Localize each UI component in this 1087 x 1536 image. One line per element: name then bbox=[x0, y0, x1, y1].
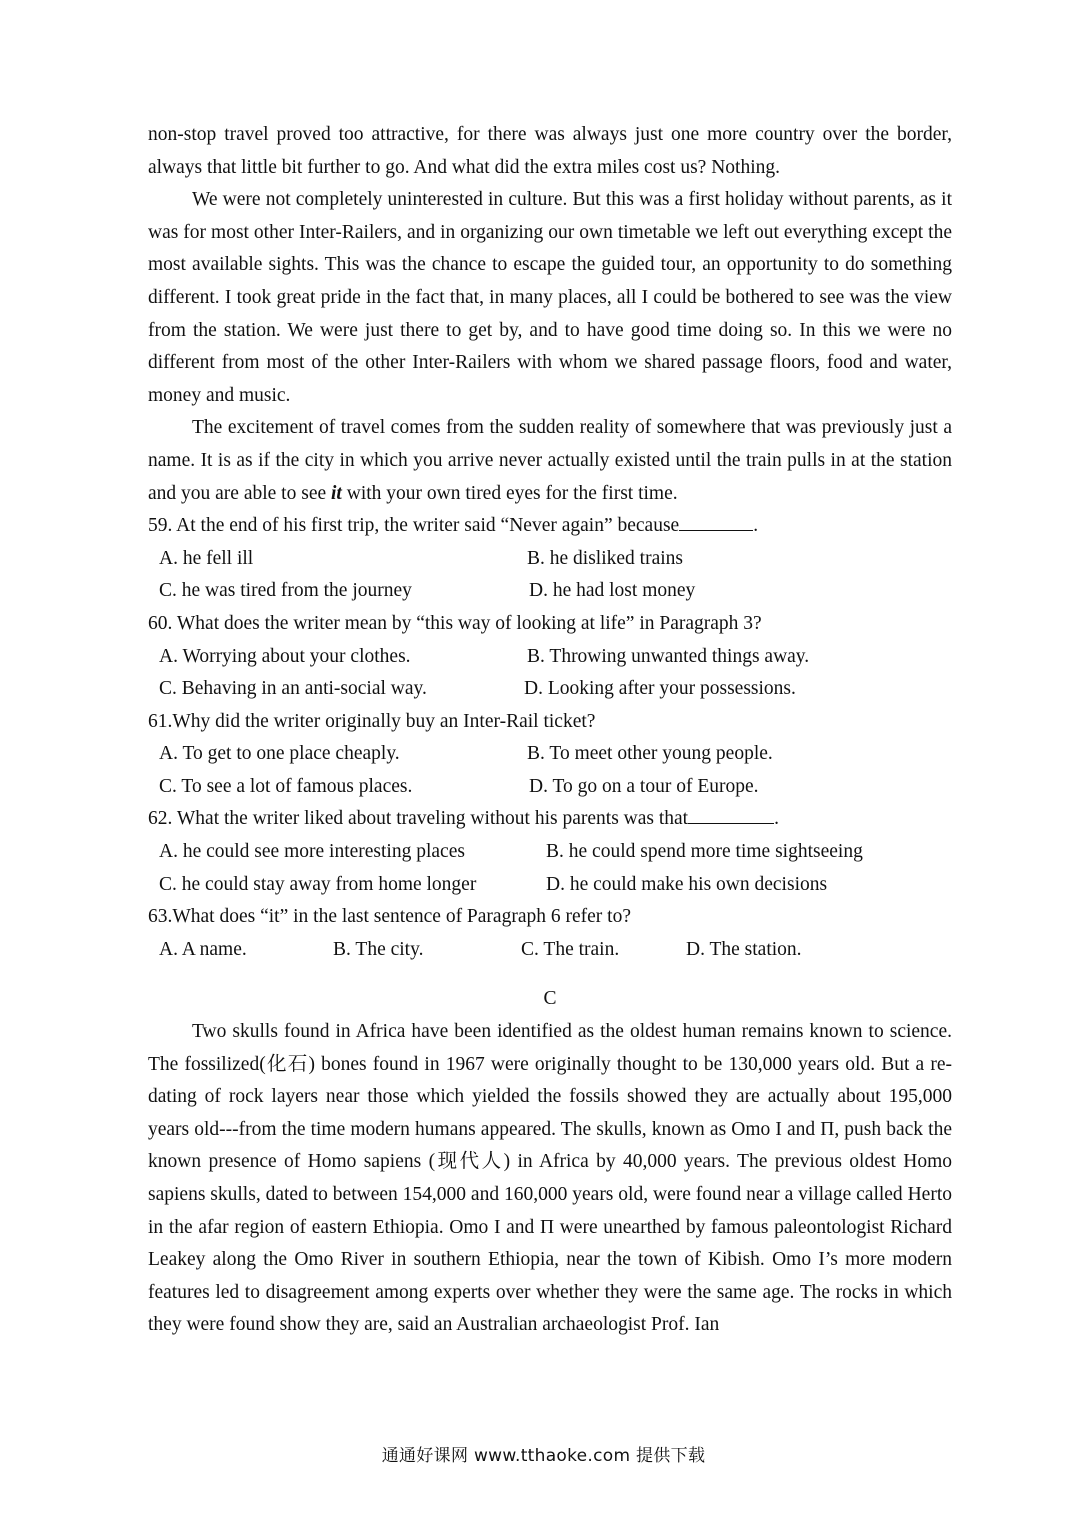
answer-blank bbox=[688, 803, 774, 824]
options-row bbox=[148, 575, 952, 608]
option-c: C. The train. bbox=[521, 938, 620, 960]
option-b: B. he could spend more time sightseeing bbox=[546, 841, 863, 863]
question-63 bbox=[148, 901, 952, 934]
passage-b-paragraph-continued: non-stop travel proved too attractive, for there was always just one more country over the border, always that little bit further to go. And what did the extra miles cost us? Nothing. bbox=[148, 124, 952, 178]
options-row bbox=[148, 673, 952, 706]
option-c: C. Behaving in an anti-social way. bbox=[159, 678, 427, 700]
option-a: A. Worrying about your clothes. bbox=[159, 645, 411, 667]
question-60 bbox=[148, 608, 952, 641]
option-b: B. Throwing unwanted things away. bbox=[527, 645, 810, 667]
options-row bbox=[148, 869, 952, 902]
question-62 bbox=[148, 803, 952, 836]
passage-c-paragraph-1: Two skulls found in Africa have been identified as the oldest human remains known to science. The fossilized(化石) bones found in 1967 were originally thought to be 130,000 years old. But a re-dating of rock layers near those which yielded the fossils showed they are actually about 195,000 years old---from the time modern humans appeared. The skulls, known as Omo I and П, push back the known presence of Homo sapiens (现代人) in Africa by 40,000 years. The previous oldest Homo sapiens skulls, dated to between 154,000 and 160,000 years old, were found near a village called Herto in the afar region of eastern Ethiopia. Omo I and П were unearthed by famous paleontologist Richard Leakey along the Omo River in southern Ethiopia, near the town of Kibish. Omo I’s more modern features led to disagreement among experts over whether they were the same age. The rocks in which they were found show they are, said an Australian archaeologist Prof. Ian bbox=[148, 1021, 952, 1336]
answer-blank bbox=[679, 510, 753, 531]
option-a: A. he could see more interesting places bbox=[159, 841, 465, 863]
option-a: A. he fell ill bbox=[159, 547, 254, 569]
paragraph-6-emphasis-it: it bbox=[331, 482, 342, 504]
option-d: D. The station. bbox=[686, 938, 802, 960]
question-stem-tail: . bbox=[753, 515, 759, 537]
options-row bbox=[148, 543, 952, 576]
section-heading-c: C bbox=[543, 988, 557, 1010]
option-c: C. To see a lot of famous places. bbox=[159, 775, 413, 797]
option-d: D. he had lost money bbox=[529, 580, 696, 602]
question-stem: 63.What does “it” in the last sentence of Paragraph 6 refer to? bbox=[148, 906, 631, 928]
option-a: A. A name. bbox=[159, 938, 247, 960]
question-61 bbox=[148, 706, 952, 739]
exam-page bbox=[148, 119, 952, 1342]
paragraph-6-text-before: The excitement of travel comes from the sudden reality of somewhere that was previously just a name. It is as if the city in which you arrive never actually existed until the train pulls in at the station and you are able to see bbox=[148, 417, 952, 504]
option-d: D. To go on a tour of Europe. bbox=[529, 775, 759, 797]
options-row bbox=[148, 641, 952, 674]
question-stem-tail: . bbox=[774, 808, 779, 830]
paragraph-6-text-after: with your own tired eyes for the first time. bbox=[341, 482, 678, 504]
option-c: C. he could stay away from home longer bbox=[159, 873, 477, 895]
option-d: D. Looking after your possessions. bbox=[524, 678, 796, 700]
options-row bbox=[148, 771, 952, 804]
options-row bbox=[148, 836, 952, 869]
passage-b-paragraph-5: We were not completely uninterested in culture. But this was a first holiday without parents, as it was for most other Inter-Railers, and in organizing our own timetable we left out everything except the most available sights. This was the chance to escape the guided tour, an opportunity to do something different. I took great pride in the fact that, in many places, all I could be bothered to see was the view from the station. We were just there to get by, and to have good time doing so. In this we were no different from most of the other Inter-Railers with whom we shared passage floors, food and water, money and music. bbox=[148, 189, 952, 406]
option-b: B. To meet other young people. bbox=[527, 743, 773, 765]
option-d: D. he could make his own decisions bbox=[546, 873, 828, 895]
option-b: B. The city. bbox=[333, 938, 424, 960]
passage-b-paragraph-6 bbox=[148, 412, 952, 510]
option-a: A. To get to one place cheaply. bbox=[159, 743, 400, 765]
option-b: B. he disliked trains bbox=[527, 547, 683, 569]
options-row bbox=[148, 934, 952, 967]
page-footer: 通通好课网 www.tthaoke.com 提供下载 bbox=[381, 1446, 706, 1466]
option-c: C. he was tired from the journey bbox=[159, 580, 412, 602]
question-stem: 62. What the writer liked about traveling without his parents was that bbox=[148, 808, 689, 830]
question-stem: 61.Why did the writer originally buy an Inter-Rail ticket? bbox=[148, 710, 596, 732]
question-59 bbox=[148, 510, 952, 543]
question-stem: 60. What does the writer mean by “this way of looking at life” in Paragraph 3? bbox=[148, 612, 762, 634]
question-stem: 59. At the end of his first trip, the writer said “Never again” because bbox=[148, 515, 680, 537]
options-row bbox=[148, 738, 952, 771]
